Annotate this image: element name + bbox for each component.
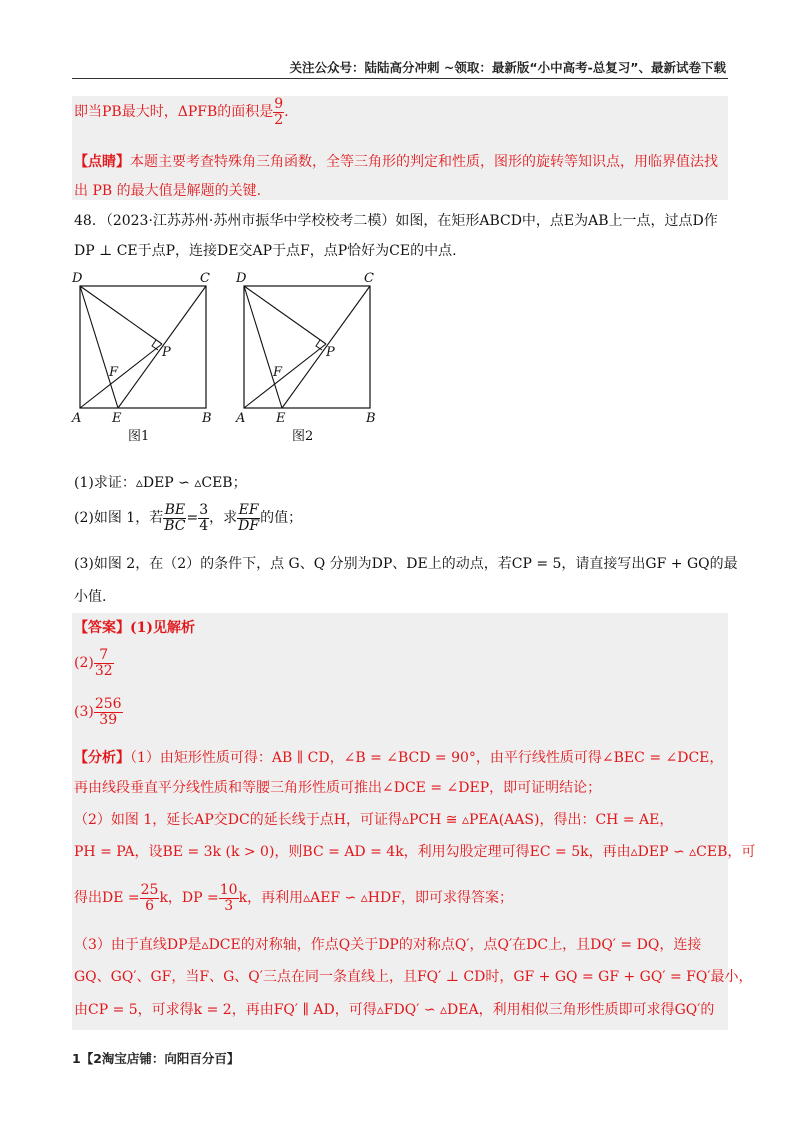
- question-3-line-1: (3)如图 2，在（2）的条件下，点 G、Q 分别为DP、DE上的动点，若CP = 5，请直接写出GF + GQ的最: [74, 556, 738, 572]
- label-c: C: [364, 271, 374, 286]
- analysis-line-4: PH = PA，设BE = 3k (k > 0)，则BC = AD = 4k，利用勾股定理可得EC = 5k，再由▵DEP ∽ ▵CEB，可: [74, 844, 756, 860]
- analysis-line-1: 【分析】（1）由矩形性质可得：AB ∥ CD，∠B = ∠BCD = 90°，由平行线性质可得∠BEC = ∠DCE，: [74, 750, 724, 766]
- answer-3-fraction: $\frac{256}{39}$: [94, 696, 122, 728]
- dianjing-tag: 【点睛】: [74, 154, 130, 170]
- dianjing-line-1: 【点睛】本题主要考查特殊角三角函数，全等三角形的判定和性质，图形的旋转等知识点，用临界值法找: [74, 154, 718, 170]
- analysis-tag: 【分析】: [74, 750, 130, 766]
- segment-ap: [244, 344, 326, 408]
- label-f: F: [109, 365, 119, 380]
- three-quarters-fraction: $\frac{3}{4}$: [199, 502, 209, 534]
- previous-solution-text: 即当PB最大时，ΔPFB的面积是: [74, 104, 274, 121]
- segment-dp: [80, 286, 162, 344]
- label-b: B: [202, 411, 212, 426]
- analysis-line-6: （3）由于直线DP是▵DCE的对称轴，作点Q关于DP的对称点Q′，点Q′在DC上，且DQ′ = DQ，连接: [74, 937, 702, 953]
- figure-2: [230, 266, 390, 446]
- label-f: F: [273, 365, 283, 380]
- figure-1-caption: 图1: [128, 429, 150, 444]
- problem-line-2: DP ⊥ CE于点P，连接DE交AP于点F，点P恰好为CE的中点.: [74, 243, 457, 259]
- label-d: D: [236, 271, 247, 286]
- label-b: B: [366, 411, 376, 426]
- analysis-line-2: 再由线段垂直平分线性质和等腰三角形性质可推出∠DCE = ∠DEP，即可证明结论；: [74, 780, 602, 796]
- problem-line-1: 48．（2023·江苏苏州·苏州市振华中学校校考二模）如图，在矩形ABCD中，点E为AB上一点，过点D作: [74, 213, 718, 229]
- question-3-line-2: 小值.: [74, 589, 107, 605]
- segment-ap: [80, 344, 162, 408]
- label-c: C: [200, 271, 210, 286]
- figure-2-caption: 图2: [292, 429, 314, 444]
- answer-tag: 【答案】: [74, 620, 130, 636]
- question-1: (1)求证：▵DEP ∽ ▵CEB；: [74, 475, 247, 491]
- de-fraction: $\frac{25}{6}$: [140, 882, 159, 914]
- label-p: P: [162, 345, 171, 360]
- question-2: (2)如图 1，若 $\frac{BE}{BC}$ = $\frac{3}{4}$ ，求 $\frac{EF}{DF}$ 的值；: [74, 502, 303, 534]
- label-a: A: [236, 411, 246, 426]
- label-a: A: [72, 411, 82, 426]
- segment-dp: [244, 286, 326, 344]
- analysis-line-5: 得出DE = $\frac{25}{6}$ k，DP = $\frac{10}{3}$ k，再利用▵AEF ∽ ▵HDF，即可求得答案；: [74, 882, 513, 914]
- segment-de: [80, 286, 118, 408]
- segment-de: [244, 286, 282, 408]
- figure-1: [66, 266, 226, 446]
- analysis-line-8: 由CP = 5，可求得k = 2，再由FQ′ ∥ AD，可得▵FDQ′ ∽ ▵DEA，利用相似三角形性质即可求得GQ′的: [74, 1002, 715, 1018]
- label-p: P: [326, 345, 335, 360]
- analysis-line-7: GQ、GQ′、GF，当F、G、Q′三点在同一条直线上，且FQ′ ⊥ CD时，GF + GQ = GF + GQ′ = FQ′最小，: [74, 969, 753, 985]
- dianjing-line-2: 出 PB 的最大值是解题的关键.: [74, 183, 262, 199]
- answer-line-2: (2) $\frac{7}{32}$: [74, 647, 113, 679]
- answer-line-1: 【答案】(1)见解析: [74, 620, 195, 636]
- answer-2-fraction: $\frac{7}{32}$: [94, 647, 113, 679]
- analysis-line-3: （2）如图 1，延长AP交DC的延长线于点H，可证得▵PCH ≅ ▵PEA(AAS)，得出：CH = AE，: [74, 812, 674, 828]
- area-fraction: $\frac{9}{2}$: [274, 96, 284, 128]
- label-e: E: [112, 411, 122, 426]
- label-e: E: [276, 411, 286, 426]
- page-footer: 1【2淘宝店铺：向阳百分百】: [72, 1051, 240, 1066]
- ef-df-fraction: $\frac{EF}{DF}$: [238, 502, 260, 534]
- answer-line-3: (3) $\frac{256}{39}$: [74, 696, 122, 728]
- dp-fraction: $\frac{10}{3}$: [219, 882, 238, 914]
- be-bc-fraction: $\frac{BE}{BC}$: [164, 502, 186, 534]
- page-header: 关注公众号：陆陆高分冲刺 ~领取：最新版“小中高考-总复习”、最新试卷下载: [289, 60, 726, 75]
- previous-solution-line: 即当PB最大时，ΔPFB的面积是 $\frac{9}{2}$ .: [74, 96, 289, 128]
- header-divider: [72, 78, 728, 79]
- label-d: D: [72, 271, 83, 286]
